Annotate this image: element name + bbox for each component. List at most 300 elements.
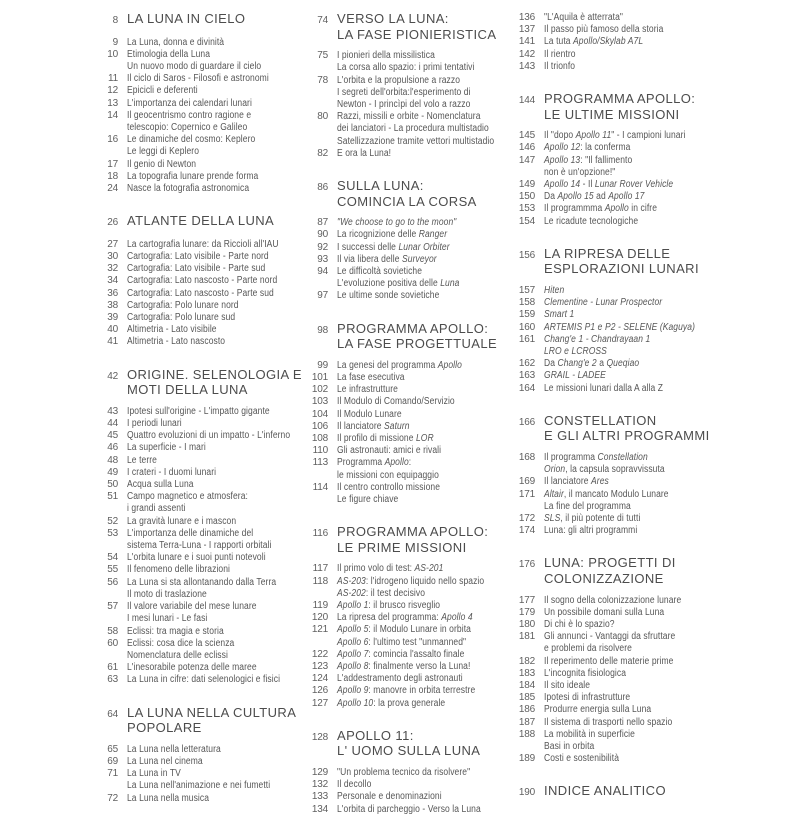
toc-entry-row xyxy=(302,136,522,148)
entry-page-number: 123 xyxy=(311,661,328,673)
toc-entry-row xyxy=(302,791,522,803)
entry-title: Un possibile domani sulla Luna xyxy=(544,606,665,618)
toc-entry-row xyxy=(92,146,319,158)
entry-title: Campo magnetico e atmosfera: xyxy=(127,491,248,503)
section-page-number: 74 xyxy=(317,15,328,26)
section-page-number: 128 xyxy=(311,731,328,743)
entry-title: Il ciclo di Saros - Filosofi e astronomi xyxy=(127,73,269,85)
entry-title: L'incognita fisiologica xyxy=(544,667,627,679)
toc-entry-row xyxy=(92,336,319,348)
toc-entry-row xyxy=(92,73,319,85)
section-page-number: 190 xyxy=(518,787,535,799)
toc-entry-row xyxy=(302,588,522,600)
entry-title: La topografia lunare prende forma xyxy=(127,170,259,182)
entry-title: Cartografia: Polo lunare nord xyxy=(127,299,239,311)
toc-entry-row xyxy=(92,479,319,491)
entry-title: La cartografia lunare: da Riccioli all'IAU xyxy=(127,238,279,250)
entry-page-number: 69 xyxy=(107,755,118,767)
entry-title: Clementine - Lunar Prospector xyxy=(544,297,663,309)
toc-entry-row xyxy=(302,433,522,445)
entry-title: Apollo 10: la prova generale xyxy=(337,697,446,709)
entry-page-number: 10 xyxy=(107,48,118,60)
section-page-number: 42 xyxy=(107,370,118,382)
entry-title: Produrre energia sulla Luna xyxy=(544,704,652,716)
entry-page-number: 103 xyxy=(311,396,328,408)
entry-title: Il sistema di trasporti nello spazio xyxy=(544,716,673,728)
section-header-row xyxy=(509,784,722,800)
entry-title: Il reperimento delle materie prime xyxy=(544,655,674,667)
entry-page-number: 18 xyxy=(107,170,118,182)
entry-title: La Luna nell'animazione e nei fumetti xyxy=(127,780,271,792)
entry-title: Il passo più famoso della storia xyxy=(544,24,664,36)
entry-title: Eclissi: cosa dice la scienza xyxy=(127,637,235,649)
entry-title: Il programma Constellation xyxy=(544,452,648,464)
toc-entry-row xyxy=(509,476,722,488)
entry-title: La Luna nella musica xyxy=(127,792,210,804)
entry-title: Da Apollo 15 ad Apollo 17 xyxy=(544,191,645,203)
section-page-number: 86 xyxy=(317,182,328,194)
entry-page-number: 41 xyxy=(107,336,118,348)
entry-title: Chang'e 1 - Chandrayaan 1 xyxy=(544,333,651,345)
entry-page-number: 45 xyxy=(107,430,118,442)
section-header-row xyxy=(509,92,722,108)
entry-title: Apollo 7: comincia l'assalto finale xyxy=(337,648,465,660)
toc-entry-row xyxy=(92,171,319,183)
toc-column-2 xyxy=(302,12,522,816)
entry-title: Il moto di traslazione xyxy=(127,588,207,600)
entry-page-number: 104 xyxy=(311,408,328,420)
entry-title: La tuta Apollo/Skylab A7L xyxy=(544,36,644,48)
entry-title: La corsa allo spazio: i primi tentativi xyxy=(337,62,475,74)
entry-title: Cartografia: Polo lunare sud xyxy=(127,312,236,324)
entry-title: Le leggi di Keplero xyxy=(127,146,200,158)
toc-entry-row xyxy=(302,123,522,135)
entry-title: Altimetria - Lato visibile xyxy=(127,324,217,336)
toc-section xyxy=(509,556,722,765)
entry-title: Etimologia della Luna xyxy=(127,48,211,60)
entry-title: Newton - I princìpi del volo a razzo xyxy=(337,99,471,110)
toc-entry-row xyxy=(92,37,319,49)
entry-page-number: 52 xyxy=(107,515,118,527)
section-title: LA FASE PROGETTUALE xyxy=(337,336,498,352)
toc-entry-row xyxy=(92,601,319,613)
toc-entry-row xyxy=(302,50,522,62)
toc-column-1 xyxy=(92,12,319,805)
entry-page-number: 32 xyxy=(107,263,118,275)
entry-page-number: 90 xyxy=(317,229,328,241)
entry-title: Le dinamiche del cosmo: Keplero xyxy=(127,134,256,146)
section-title: LE PRIME MISSIONI xyxy=(337,539,467,555)
section-title: VERSO LA LUNA: xyxy=(337,11,449,26)
entry-title: Apollo 5: il Modulo Lunare in orbita xyxy=(337,624,471,636)
toc-entry-row xyxy=(92,288,319,300)
entry-page-number: 153 xyxy=(518,203,535,215)
section-page-number: 64 xyxy=(107,708,118,720)
section-header xyxy=(509,556,722,585)
toc-entry-row xyxy=(509,179,722,191)
toc-entry-row xyxy=(509,753,722,765)
entry-title: Il centro controllo missione xyxy=(337,481,441,493)
toc-entry-row xyxy=(92,406,319,418)
entry-page-number: 13 xyxy=(107,97,118,109)
entry-page-number: 39 xyxy=(107,312,118,324)
section-page-number: 26 xyxy=(107,217,118,229)
entry-title: Le ultime sonde sovietiche xyxy=(337,290,440,302)
entry-title: Le difficoltà sovietiche xyxy=(337,266,423,278)
toc-entry-row xyxy=(509,452,722,464)
toc-entry-row xyxy=(509,383,722,395)
entry-page-number: 174 xyxy=(518,525,535,537)
entry-title: ARTEMIS P1 e P2 - SELENE (Kaguya) xyxy=(544,321,695,333)
toc-entry-row xyxy=(509,741,722,753)
toc-entry-row xyxy=(509,167,722,179)
entry-page-number: 124 xyxy=(311,673,328,685)
entry-title: SLS, il più potente di tutti xyxy=(544,513,641,525)
section-header-row xyxy=(92,706,319,722)
section-page-number: 166 xyxy=(518,416,535,428)
entry-page-number: 82 xyxy=(317,147,328,159)
entry-title: "We choose to go to the moon" xyxy=(337,217,457,229)
toc-entry-row xyxy=(302,470,522,482)
entry-page-number: 65 xyxy=(107,743,118,755)
entry-page-number: 30 xyxy=(107,251,118,263)
entry-title: Un nuovo modo di guardare il cielo xyxy=(127,61,262,72)
entry-title: L'inesorabile potenza delle maree xyxy=(127,662,257,674)
section-header xyxy=(302,322,522,351)
entry-page-number: 168 xyxy=(518,452,535,464)
entry-page-number: 51 xyxy=(107,491,118,503)
entry-page-number: 114 xyxy=(312,481,328,493)
entry-page-number: 147 xyxy=(518,154,535,166)
entry-title: Le infrastrutture xyxy=(337,384,398,396)
section-header xyxy=(302,12,522,41)
entry-title: La Luna si sta allontanando dalla Terra xyxy=(127,576,277,588)
entry-title: Hiten xyxy=(544,285,565,297)
entry-title: La ricognizione delle Ranger xyxy=(337,229,448,241)
section-header-row xyxy=(302,195,522,209)
section-title: L' UOMO SULLA LUNA xyxy=(337,743,481,759)
entry-title: La Luna nel cinema xyxy=(127,755,203,767)
toc-entry-row xyxy=(509,692,722,704)
toc-entry-row xyxy=(92,49,319,61)
entry-title: Le figure chiave xyxy=(337,494,399,506)
entry-title: Programma Apollo: xyxy=(337,457,412,469)
toc-section xyxy=(302,729,522,816)
toc-entry-row xyxy=(302,290,522,302)
entry-page-number: 72 xyxy=(107,792,118,804)
entry-page-number: 119 xyxy=(312,600,328,612)
toc-section xyxy=(302,525,522,710)
section-header xyxy=(509,247,722,276)
entry-title: Il lanciatore Ares xyxy=(544,476,609,488)
toc-entry-row xyxy=(302,661,522,673)
toc-entry-row xyxy=(302,266,522,278)
entry-title: I mesi lunari - Le fasi xyxy=(127,613,208,625)
entry-title: dei lanciatori - La procedura multistadio xyxy=(337,123,489,135)
toc-section xyxy=(509,247,722,395)
entry-page-number: 188 xyxy=(518,728,535,740)
toc-entry-row xyxy=(509,155,722,167)
toc-entry-row xyxy=(92,780,319,792)
entry-title: Nomenclatura delle eclissi xyxy=(127,649,228,661)
toc-section xyxy=(92,12,319,195)
toc-entry-row xyxy=(302,637,522,649)
entry-title: Cartografia: Lato nascosto - Parte nord xyxy=(127,275,278,287)
entry-page-number: 38 xyxy=(107,299,118,311)
entry-title: La mobilità in superficie xyxy=(544,728,635,740)
section-header-row xyxy=(509,108,722,122)
entry-page-number: 150 xyxy=(518,191,535,203)
entry-page-number: 11 xyxy=(108,73,118,85)
toc-section xyxy=(509,414,722,538)
toc-entry-row xyxy=(92,626,319,638)
section-header xyxy=(92,368,319,397)
toc-entry-row xyxy=(509,729,722,741)
entry-page-number: 16 xyxy=(107,134,118,146)
entry-page-number: 159 xyxy=(518,309,535,321)
section-title: PROGRAMMA APOLLO: xyxy=(337,320,489,336)
entry-page-number: 36 xyxy=(107,287,118,299)
entry-page-number: 40 xyxy=(107,324,118,336)
entry-title: Il "dopo Apollo 11" - I campioni lunari xyxy=(544,130,686,142)
toc-entry-row xyxy=(302,494,522,506)
entry-page-number: 75 xyxy=(317,50,328,62)
entry-page-number: 27 xyxy=(107,238,118,250)
entry-title: Le terre xyxy=(127,454,157,466)
section-title: CONSTELLATION xyxy=(544,412,657,428)
toc-entry-row xyxy=(302,804,522,816)
toc-entry-row xyxy=(92,312,319,324)
entry-title: I crateri - I duomi lunari xyxy=(127,466,217,478)
entry-page-number: 129 xyxy=(311,767,328,779)
toc-entry-row xyxy=(92,442,319,454)
toc-column-3 xyxy=(509,12,722,809)
section-header xyxy=(92,12,319,28)
section-header-row xyxy=(302,744,522,758)
entry-title: Il decollo xyxy=(337,779,372,791)
section-header xyxy=(92,706,319,735)
section-header-row xyxy=(92,214,319,230)
toc-entry-row xyxy=(509,285,722,297)
entry-page-number: 141 xyxy=(518,36,535,48)
toc-section xyxy=(509,92,722,228)
toc-entry-row xyxy=(92,98,319,110)
entry-title: E ora la Luna! xyxy=(337,147,392,159)
entry-title: AS-202: il test decisivo xyxy=(337,587,426,599)
entry-page-number: 14 xyxy=(107,109,118,121)
toc-entry-row xyxy=(92,552,319,564)
entry-page-number: 71 xyxy=(107,768,118,780)
toc-entry-row xyxy=(509,297,722,309)
entry-title: L'addestramento degli astronauti xyxy=(337,673,463,685)
entry-title: AS-203: l'idrogeno liquido nello spazio xyxy=(337,575,485,587)
section-title: INDICE ANALITICO xyxy=(544,783,666,799)
toc-entry-row xyxy=(92,589,319,601)
toc-entry-row xyxy=(302,421,522,433)
toc-entry-row xyxy=(509,619,722,631)
toc-entry-row xyxy=(302,576,522,588)
entry-title: La Luna in TV xyxy=(127,768,181,780)
entry-title: Il lanciatore Saturn xyxy=(337,420,410,432)
entry-title: Altair, il mancato Modulo Lunare xyxy=(544,488,669,500)
entry-title: Di chi è lo spazio? xyxy=(544,619,615,631)
entry-page-number: 54 xyxy=(107,552,118,564)
entry-title: Da Chang'e 2 a Queqiao xyxy=(544,358,640,370)
toc-entry-row xyxy=(92,455,319,467)
section-header-row xyxy=(509,429,722,443)
toc-entry-row xyxy=(92,613,319,625)
toc-section xyxy=(509,784,722,800)
toc-entry-row xyxy=(509,358,722,370)
toc-entry-row xyxy=(302,217,522,229)
entry-title: Il rientro xyxy=(544,48,576,60)
entry-title: Le ricadute tecnologiche xyxy=(544,215,639,227)
entry-page-number: 185 xyxy=(518,692,535,704)
entry-page-number: 78 xyxy=(317,74,328,86)
entry-page-number: 80 xyxy=(317,111,328,123)
entry-title: Il via libera delle Surveyor xyxy=(337,253,437,265)
entry-page-number: 53 xyxy=(107,527,118,539)
section-page-number: 8 xyxy=(112,15,118,26)
entry-title: Quattro evoluzioni di un impatto - L'inferno xyxy=(127,430,291,442)
entry-title: Il Modulo Lunare xyxy=(337,408,402,420)
toc-entry-row xyxy=(509,130,722,142)
section-title: COLONIZZAZIONE xyxy=(544,571,664,587)
section-header-row xyxy=(302,322,522,338)
section-title: LA FASE PIONIERISTICA xyxy=(337,26,497,42)
entry-page-number: 134 xyxy=(311,803,328,815)
entry-page-number: 43 xyxy=(107,405,118,417)
toc-entry-row xyxy=(509,370,722,382)
entry-title: Apollo 9: manovre in orbita terrestre xyxy=(337,685,476,697)
section-header xyxy=(509,784,722,800)
entry-page-number: 24 xyxy=(107,183,118,195)
toc-entry-row xyxy=(509,36,722,48)
entry-page-number: 61 xyxy=(107,662,118,674)
section-title: MOTI DELLA LUNA xyxy=(127,382,248,398)
toc-entry-row xyxy=(92,300,319,312)
entry-title: i grandi assenti xyxy=(127,503,186,515)
entry-title: Il sito ideale xyxy=(544,680,591,692)
toc-entry-row xyxy=(302,767,522,779)
section-header-row xyxy=(302,28,522,42)
entry-title: LRO e LCROSS xyxy=(544,346,607,358)
toc-entry-row xyxy=(92,516,319,528)
toc-entry-row xyxy=(509,501,722,513)
entry-title: L'importanza dei calendari lunari xyxy=(127,97,252,109)
entry-title: le missioni con equipaggio xyxy=(337,469,439,481)
entry-page-number: 172 xyxy=(518,513,535,525)
entry-page-number: 145 xyxy=(518,130,535,142)
section-title: PROGRAMMA APOLLO: xyxy=(544,91,696,107)
toc-entry-row xyxy=(92,528,319,540)
toc-entry-row xyxy=(302,62,522,74)
toc-entry-row xyxy=(509,49,722,61)
toc-entry-row xyxy=(92,793,319,805)
section-title: COMINCIA LA CORSA xyxy=(337,193,477,209)
entry-title: Luna: gli altri programmi xyxy=(544,525,638,537)
section-header-row xyxy=(92,721,319,735)
entry-title: Smart 1 xyxy=(544,309,575,321)
toc-entry-row xyxy=(302,242,522,254)
toc-entry-row xyxy=(302,360,522,372)
toc-section xyxy=(302,179,522,303)
entry-title: Satellizzazione tramite vettori multistadio xyxy=(337,135,495,147)
entry-page-number: 99 xyxy=(317,359,328,371)
toc-entry-row xyxy=(509,704,722,716)
entry-page-number: 146 xyxy=(518,142,535,154)
section-header xyxy=(302,525,522,554)
section-title: LA LUNA NELLA CULTURA xyxy=(127,704,297,720)
entry-page-number: 49 xyxy=(107,466,118,478)
entry-title: telescopio: Copernico e Galileo xyxy=(127,122,248,134)
entry-title: I pionieri della missilistica xyxy=(337,50,435,62)
toc-entry-row xyxy=(302,111,522,123)
entry-page-number: 46 xyxy=(107,442,118,454)
section-page-number: 98 xyxy=(317,324,328,336)
section-header-row xyxy=(509,247,722,263)
entry-title: Cartografia: Lato visibile - Parte sud xyxy=(127,263,266,275)
section-title: E GLI ALTRI PROGRAMMI xyxy=(544,428,710,444)
entry-page-number: 44 xyxy=(107,418,118,430)
entry-title: Personale e denominazioni xyxy=(337,791,442,803)
toc-entry-row xyxy=(92,662,319,674)
entry-page-number: 102 xyxy=(311,384,328,396)
toc-entry-row xyxy=(302,612,522,624)
toc-entry-row xyxy=(302,396,522,408)
toc-entry-row xyxy=(302,685,522,697)
section-page-number: 176 xyxy=(518,559,535,571)
entry-title: Cartografia: Lato nascosto - Parte sud xyxy=(127,287,274,299)
entry-title: Apollo 12: la conferma xyxy=(544,142,631,154)
toc-entry-row xyxy=(92,159,319,171)
entry-title: Apollo 6: l'ultimo test "unmanned" xyxy=(337,636,467,648)
entry-title: Gli annunci - Vantaggi da sfruttare xyxy=(544,631,676,643)
entry-page-number: 143 xyxy=(518,60,535,72)
toc-entry-row xyxy=(509,513,722,525)
section-title: PROGRAMMA APOLLO: xyxy=(337,524,489,540)
toc-entry-row xyxy=(302,600,522,612)
toc-entry-row xyxy=(509,595,722,607)
entry-page-number: 12 xyxy=(107,85,118,97)
entry-page-number: 108 xyxy=(311,433,328,445)
entry-page-number: 162 xyxy=(518,358,535,370)
toc-entry-row xyxy=(92,183,319,195)
entry-page-number: 94 xyxy=(317,266,328,278)
toc-section xyxy=(302,12,522,160)
entry-title: L'evoluzione positiva delle Luna xyxy=(337,278,460,290)
section-header-row xyxy=(302,541,522,555)
toc-entry-row xyxy=(509,334,722,346)
section-title: LUNA: PROGETTI DI xyxy=(544,555,676,571)
section-header-row xyxy=(302,179,522,195)
entry-page-number: 126 xyxy=(311,685,328,697)
toc-entry-row xyxy=(302,445,522,457)
section-header-row xyxy=(509,556,722,572)
entry-title: Il profilo di missione LOR xyxy=(337,433,434,445)
toc-entry-row xyxy=(302,229,522,241)
entry-page-number: 157 xyxy=(518,285,535,297)
entry-page-number: 48 xyxy=(107,454,118,466)
section-header-row xyxy=(92,383,319,397)
entry-page-number: 189 xyxy=(518,753,535,765)
toc-section xyxy=(92,706,319,805)
toc-section xyxy=(302,322,522,507)
entry-title: non è un'opzione!" xyxy=(544,166,616,178)
entry-page-number: 120 xyxy=(311,612,328,624)
entry-title: Il valore variabile del mese lunare xyxy=(127,601,257,613)
entry-title: Apollo 14 - Il Lunar Rover Vehicle xyxy=(544,179,674,191)
